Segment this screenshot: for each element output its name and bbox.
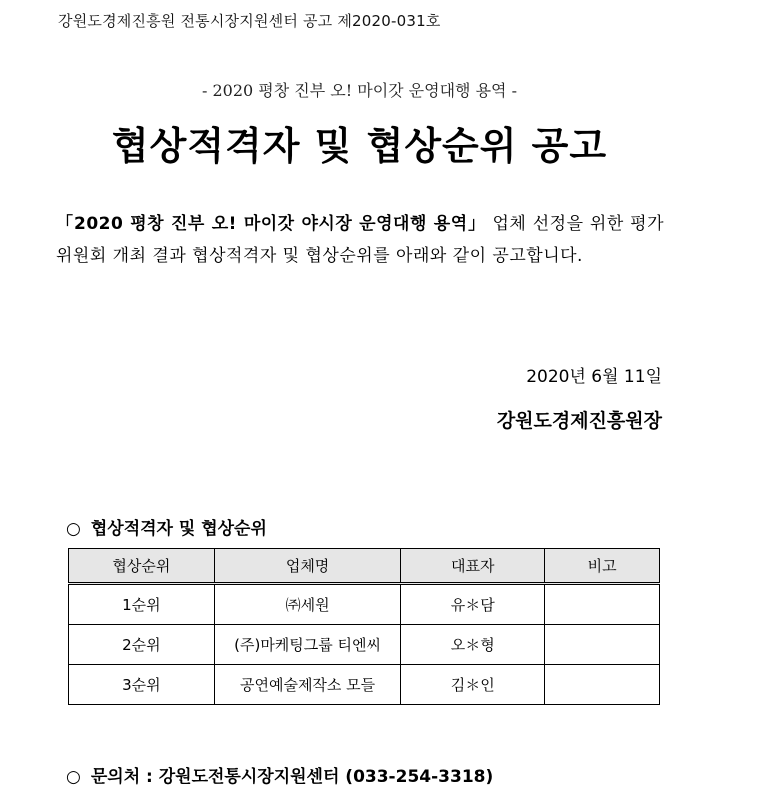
cell-representative: 김＊인: [401, 665, 545, 705]
circle-bullet-icon: ○: [66, 519, 81, 539]
table-row: [69, 665, 660, 705]
project-subtitle: - 2020 평창 진부 오! 마이갓 운영대행 용역 -: [201, 81, 518, 100]
page-title: 협상적격자 및 협상순위 공고: [111, 124, 608, 168]
project-name: 「2020 평창 진부 오! 마이갓 야시장 운영대행 용역」: [56, 214, 487, 234]
header-remarks: 비고: [545, 549, 660, 584]
cell-remarks: [545, 665, 660, 705]
announcement-text: 업체 선정을 위한 평가위원회 개최 결과 협상적격자 및 협상순위를 아래와 같이 공고합니다.: [56, 214, 664, 266]
announcement-date: 2020년 6월 11일: [526, 367, 662, 387]
header-company: 업체명: [214, 549, 401, 584]
header-representative: 대표자: [401, 549, 545, 584]
cell-company: (주)마케팅그룹 티엔씨: [214, 625, 401, 665]
announcement-body: [56, 208, 664, 272]
ranking-table: [68, 548, 660, 705]
contact-info: [66, 762, 493, 787]
table-header-row: [69, 549, 660, 584]
cell-representative: 오＊형: [401, 625, 545, 665]
section-heading: [66, 514, 267, 539]
cell-representative: 유＊담: [401, 584, 545, 625]
table-row: [69, 584, 660, 625]
table-row: [69, 625, 660, 665]
issuer-name: 강원도경제진흥원장: [496, 410, 662, 432]
cell-rank: 2순위: [69, 625, 215, 665]
notice-number: 강원도경제진흥원 전통시장지원센터 공고 제2020-031호: [58, 12, 441, 30]
contact-text: 문의처 : 강원도전통시장지원센터 (033-254-3318): [90, 767, 494, 787]
header-rank: 협상순위: [69, 549, 215, 584]
cell-rank: 1순위: [69, 584, 215, 625]
cell-remarks: [545, 625, 660, 665]
cell-remarks: [545, 584, 660, 625]
cell-company: 공연예술제작소 모들: [214, 665, 401, 705]
circle-bullet-icon: ○: [66, 767, 81, 787]
cell-rank: 3순위: [69, 665, 215, 705]
cell-company: ㈜세원: [214, 584, 401, 625]
section-heading-label: 협상적격자 및 협상순위: [90, 519, 267, 539]
